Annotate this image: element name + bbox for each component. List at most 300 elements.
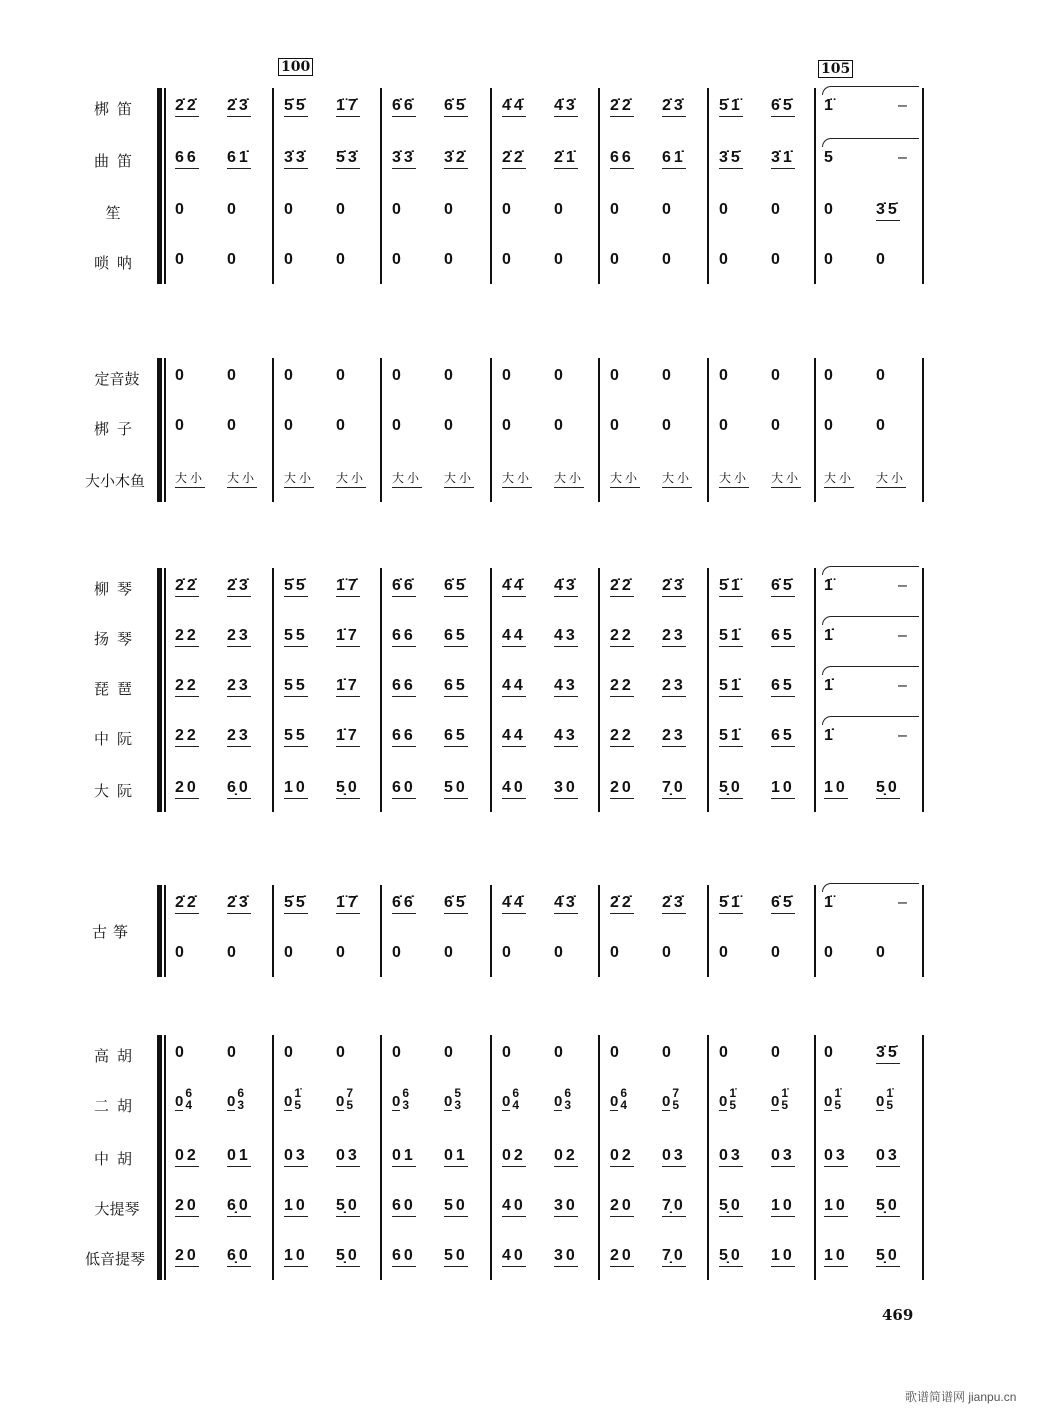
note-beat: 2̇2̇ [175, 894, 199, 914]
note-beat: 5̣0 [336, 779, 360, 799]
barline [380, 1035, 382, 1280]
note-beat: 0 [554, 201, 566, 218]
tie-slur [822, 566, 919, 575]
note-beat: 0 [444, 251, 456, 268]
note-beat: – [898, 727, 910, 744]
barline [490, 885, 492, 977]
note-beat: – [898, 577, 910, 594]
note-beat: 2̇2̇ [175, 577, 199, 597]
note-beat: 5̇5̇ [284, 97, 308, 117]
barline [598, 885, 600, 977]
note-beat: 5̣0 [876, 1247, 900, 1267]
note-beat: 大小 [554, 469, 584, 488]
watermark: 歌谱简谱网 jianpu.cn [905, 1390, 1017, 1404]
double-stop-note: 0 1̇ 5 [771, 1086, 789, 1112]
note-beat: 0 [444, 417, 456, 434]
note-beat: 1̇ [824, 627, 836, 644]
barline [814, 358, 816, 502]
note-beat: 0 [662, 1044, 674, 1061]
note-beat: 20 [610, 779, 634, 799]
note-beat: 4̇4̇ [502, 894, 526, 914]
note-beat: 7̣0 [662, 1247, 686, 1267]
note-beat: 0 [771, 251, 783, 268]
note-beat: 30 [554, 779, 578, 799]
note-beat: 0 [284, 367, 296, 384]
note-beat: 0 [719, 1044, 731, 1061]
note-beat: 3̇2̇ [444, 149, 468, 169]
note-beat: 55 [284, 727, 308, 747]
note-beat: 0 [502, 367, 514, 384]
note-beat: 20 [175, 1247, 199, 1267]
note-beat: 6̇5̇ [771, 894, 795, 914]
note-beat: 0 [336, 1044, 348, 1061]
note-beat: 6̣0 [227, 779, 251, 799]
note-beat: 10 [824, 1247, 848, 1267]
note-beat: 0 [284, 1044, 296, 1061]
note-beat: 0 [284, 417, 296, 434]
note-beat: 5̣0 [336, 1247, 360, 1267]
system-barline [164, 88, 166, 284]
note-beat: 0 [392, 251, 404, 268]
barline [380, 358, 382, 502]
note-beat: 22 [175, 677, 199, 697]
note-beat: 5̇1̈ [719, 894, 743, 914]
instrument-label: 中胡 [93, 1150, 140, 1168]
note-beat: 0 [662, 417, 674, 434]
instrument-label: 大提琴 [94, 1200, 140, 1218]
instrument-label: 笙 [105, 204, 129, 222]
note-beat: 大小 [610, 469, 640, 488]
note-beat: 0 [876, 367, 888, 384]
note-beat: 1̇7 [336, 677, 360, 697]
note-beat: 6̇5̇ [771, 97, 795, 117]
system-barline [164, 885, 166, 977]
note-beat: 5 [824, 149, 836, 166]
instrument-label: 梆笛 [93, 100, 140, 118]
note-beat: 03 [876, 1147, 900, 1167]
note-beat: 23 [227, 627, 251, 647]
note-beat: 23 [662, 727, 686, 747]
note-beat: 03 [771, 1147, 795, 1167]
note-beat: 6̇5̇ [444, 894, 468, 914]
double-stop-note: 0 6 3 [392, 1086, 410, 1112]
note-beat: 1̇ [824, 727, 836, 744]
note-beat: 0 [824, 251, 836, 268]
note-beat: 0 [719, 367, 731, 384]
barline [272, 358, 274, 502]
note-beat: 6̇6̇ [392, 894, 416, 914]
barline [272, 568, 274, 812]
note-beat: 0 [876, 251, 888, 268]
note-beat: 大小 [336, 469, 366, 488]
note-beat: 40 [502, 779, 526, 799]
system-barline [164, 568, 166, 812]
note-beat: – [898, 149, 910, 166]
note-beat: 60 [392, 1247, 416, 1267]
note-beat: 0 [876, 417, 888, 434]
group-bracket [157, 568, 162, 812]
note-beat: – [898, 894, 910, 911]
double-stop-note: 0 6 4 [502, 1086, 520, 1112]
note-beat: 0 [719, 251, 731, 268]
note-beat: 0 [175, 201, 187, 218]
note-beat: 55 [284, 677, 308, 697]
note-beat: 2̇2̇ [502, 149, 526, 169]
note-beat: 1̈ [824, 97, 836, 114]
double-stop-note: 0 1̇ 5 [284, 1086, 302, 1112]
note-beat: 5̣0 [719, 1247, 743, 1267]
note-beat: 2̇2̇ [610, 894, 634, 914]
note-beat: 0 [444, 1044, 456, 1061]
note-beat: 65 [771, 627, 795, 647]
tie-slur [822, 716, 919, 725]
note-beat: 0 [554, 251, 566, 268]
note-beat: 10 [284, 1247, 308, 1267]
note-beat: 44 [502, 677, 526, 697]
barline [707, 568, 709, 812]
note-beat: 22 [175, 727, 199, 747]
double-stop-note: 0 6 3 [554, 1086, 572, 1112]
note-beat: 0 [336, 417, 348, 434]
page-number: 469 [882, 1306, 914, 1324]
instrument-label: 大阮 [93, 782, 140, 800]
barline [272, 88, 274, 284]
note-beat: 3̇3̇ [284, 149, 308, 169]
note-beat: 0 [662, 201, 674, 218]
note-beat: 1̇7 [336, 727, 360, 747]
note-beat: 0 [824, 1044, 836, 1061]
note-beat: 0 [662, 367, 674, 384]
double-stop-note: 0 1̇ 5 [876, 1086, 894, 1112]
double-stop-note: 0 1̇ 5 [719, 1086, 737, 1112]
note-beat: 50 [444, 1197, 468, 1217]
note-beat: 0 [227, 367, 239, 384]
note-beat: 6̣0 [227, 1247, 251, 1267]
note-beat: 44 [502, 627, 526, 647]
barline [598, 358, 600, 502]
barline [490, 1035, 492, 1280]
barline [490, 88, 492, 284]
note-beat: 0 [610, 417, 622, 434]
instrument-label: 定音鼓 [94, 370, 140, 388]
note-beat: 20 [175, 779, 199, 799]
instrument-label: 柳琴 [93, 580, 140, 598]
note-beat: 0 [502, 417, 514, 434]
note-beat: 0 [771, 1044, 783, 1061]
note-beat: 5̇3̇ [336, 149, 360, 169]
note-beat: 3̇3̇ [392, 149, 416, 169]
rehearsal-mark-105: 105 [818, 60, 853, 78]
note-beat: 43 [554, 677, 578, 697]
note-beat: 0 [771, 201, 783, 218]
note-beat: 0 [824, 367, 836, 384]
note-beat: 10 [771, 1197, 795, 1217]
note-beat: 0 [502, 944, 514, 961]
note-beat: 6̇5̇ [444, 577, 468, 597]
barline [598, 1035, 600, 1280]
barline [490, 358, 492, 502]
note-beat: 10 [771, 1247, 795, 1267]
note-beat: 4̇3̇ [554, 577, 578, 597]
note-beat: 1̈7̇ [336, 894, 360, 914]
note-beat: 0 [771, 367, 783, 384]
note-beat: 大小 [444, 469, 474, 488]
instrument-label: 曲笛 [93, 152, 140, 170]
note-beat: 3̇5̇ [876, 1044, 900, 1064]
barline [814, 568, 816, 812]
barline [814, 1035, 816, 1280]
note-beat: 0 [284, 201, 296, 218]
note-beat: – [898, 677, 910, 694]
note-beat: 大小 [284, 469, 314, 488]
note-beat: 4̇4̇ [502, 577, 526, 597]
note-beat: 0 [227, 417, 239, 434]
note-beat: 2̇2̇ [610, 577, 634, 597]
instrument-label: 高胡 [93, 1047, 140, 1065]
group-bracket [157, 358, 162, 502]
note-beat: 0 [444, 944, 456, 961]
note-beat: – [898, 97, 910, 114]
rehearsal-mark-100: 100 [278, 58, 313, 76]
instrument-label: 大小木鱼 [84, 472, 145, 490]
barline [814, 885, 816, 977]
note-beat: 大小 [824, 469, 854, 488]
system-barline [164, 1035, 166, 1280]
note-beat: 0 [824, 417, 836, 434]
note-beat: 43 [554, 727, 578, 747]
note-beat: 2̇3̇ [227, 577, 251, 597]
note-beat: 0 [227, 201, 239, 218]
tie-slur [822, 138, 919, 147]
note-beat: 65 [444, 727, 468, 747]
double-stop-note: 0 7 5 [662, 1086, 680, 1112]
note-beat: 2̇3̇ [662, 894, 686, 914]
note-beat: 51̇ [719, 627, 743, 647]
barline [598, 568, 600, 812]
note-beat: 大小 [175, 469, 205, 488]
note-beat: 0 [336, 367, 348, 384]
note-beat: 22 [610, 727, 634, 747]
note-beat: 大小 [227, 469, 257, 488]
note-beat: 大小 [719, 469, 749, 488]
note-beat: 1̇ [824, 677, 836, 694]
note-beat: 0 [610, 201, 622, 218]
double-stop-note: 0 6 4 [610, 1086, 628, 1112]
note-beat: 6̣0 [227, 1197, 251, 1217]
note-beat: 0 [662, 251, 674, 268]
note-beat: 03 [824, 1147, 848, 1167]
note-beat: 61̇ [227, 149, 251, 169]
note-beat: 23 [227, 727, 251, 747]
note-beat: 50 [444, 1247, 468, 1267]
note-beat: 0 [824, 201, 836, 218]
note-beat: 03 [719, 1147, 743, 1167]
note-beat: 50 [444, 779, 468, 799]
note-beat: 3̇5̇ [876, 201, 900, 221]
note-beat: 5̣0 [876, 1197, 900, 1217]
note-beat: 0 [719, 944, 731, 961]
barline [380, 88, 382, 284]
group-bracket [157, 88, 162, 284]
barline [490, 568, 492, 812]
barline [922, 88, 924, 284]
note-beat: 0 [392, 367, 404, 384]
instrument-label: 中阮 [93, 730, 140, 748]
note-beat: 65 [771, 727, 795, 747]
note-beat: 0 [502, 1044, 514, 1061]
note-beat: 0 [502, 251, 514, 268]
note-beat: 02 [610, 1147, 634, 1167]
note-beat: 0 [610, 1044, 622, 1061]
barline [922, 358, 924, 502]
note-beat: 01 [227, 1147, 251, 1167]
tie-slur [822, 883, 919, 892]
system-barline [164, 358, 166, 502]
note-beat: 66 [392, 677, 416, 697]
group-bracket [157, 885, 162, 977]
note-beat: 2̇2̇ [610, 97, 634, 117]
barline [707, 358, 709, 502]
note-beat: 65 [444, 677, 468, 697]
note-beat: 0 [175, 367, 187, 384]
note-beat: 0 [175, 944, 187, 961]
note-beat: 65 [771, 677, 795, 697]
note-beat: 0 [284, 944, 296, 961]
note-beat: 10 [824, 1197, 848, 1217]
barline [707, 885, 709, 977]
note-beat: 0 [610, 367, 622, 384]
note-beat: 5̇1̈ [719, 97, 743, 117]
note-beat: 66 [392, 627, 416, 647]
barline [814, 88, 816, 284]
note-beat: 3̇1̇ [771, 149, 795, 169]
note-beat: 66 [175, 149, 199, 169]
barline [598, 88, 600, 284]
double-stop-note: 0 7 5 [336, 1086, 354, 1112]
note-beat: 0 [719, 417, 731, 434]
note-beat: 0 [175, 1044, 187, 1061]
instrument-label: 唢呐 [93, 254, 140, 272]
note-beat: 0 [392, 201, 404, 218]
note-beat: 1̈7̇ [336, 97, 360, 117]
note-beat: 10 [824, 779, 848, 799]
instrument-label: 低音提琴 [84, 1250, 145, 1268]
note-beat: 大小 [392, 469, 422, 488]
note-beat: 6̇5̇ [444, 97, 468, 117]
note-beat: 0 [554, 367, 566, 384]
note-beat: 40 [502, 1197, 526, 1217]
note-beat: 2̇1̇ [554, 149, 578, 169]
tie-slur [822, 616, 919, 625]
note-beat: 1̇7 [336, 627, 360, 647]
instrument-label: 梆子 [93, 420, 140, 438]
note-beat: 0 [554, 1044, 566, 1061]
note-beat: 02 [502, 1147, 526, 1167]
note-beat: 0 [662, 944, 674, 961]
note-beat: 22 [610, 627, 634, 647]
note-beat: 6̇6̇ [392, 577, 416, 597]
barline [380, 568, 382, 812]
instrument-label: 古筝 [91, 923, 134, 941]
note-beat: 0 [876, 944, 888, 961]
note-beat: 0 [610, 944, 622, 961]
note-beat: 0 [610, 251, 622, 268]
barline [707, 1035, 709, 1280]
note-beat: 20 [175, 1197, 199, 1217]
note-beat: 10 [284, 1197, 308, 1217]
note-beat: 7̣0 [662, 779, 686, 799]
note-beat: 51̇ [719, 677, 743, 697]
note-beat: 30 [554, 1247, 578, 1267]
note-beat: 5̣0 [336, 1197, 360, 1217]
barline [922, 885, 924, 977]
note-beat: 5̣0 [876, 779, 900, 799]
note-beat: 0 [336, 251, 348, 268]
double-stop-note: 0 6 4 [175, 1086, 193, 1112]
note-beat: 66 [392, 727, 416, 747]
note-beat: 6̇5̇ [771, 577, 795, 597]
note-beat: 5̣0 [719, 1197, 743, 1217]
note-beat: 4̇3̇ [554, 894, 578, 914]
note-beat: 02 [554, 1147, 578, 1167]
note-beat: 0 [227, 944, 239, 961]
note-beat: 60 [392, 1197, 416, 1217]
tie-slur [822, 86, 919, 95]
note-beat: 43 [554, 627, 578, 647]
note-beat: 60 [392, 779, 416, 799]
barline [707, 88, 709, 284]
note-beat: 0 [392, 1044, 404, 1061]
note-beat: 03 [284, 1147, 308, 1167]
note-beat: 22 [175, 627, 199, 647]
note-beat: 0 [336, 944, 348, 961]
double-stop-note: 0 1̇ 5 [824, 1086, 842, 1112]
note-beat: 2̇3̇ [227, 894, 251, 914]
note-beat: 1̈7̇ [336, 577, 360, 597]
note-beat: – [898, 627, 910, 644]
note-beat: 2̇2̇ [175, 97, 199, 117]
note-beat: 5̣0 [719, 779, 743, 799]
note-beat: 大小 [662, 469, 692, 488]
note-beat: 0 [175, 417, 187, 434]
note-beat: 03 [336, 1147, 360, 1167]
barline [922, 1035, 924, 1280]
note-beat: 0 [444, 367, 456, 384]
note-beat: 1̈ [824, 577, 836, 594]
note-beat: 0 [175, 251, 187, 268]
note-beat: 51̇ [719, 727, 743, 747]
barline [272, 1035, 274, 1280]
note-beat: 0 [771, 417, 783, 434]
note-beat: 大小 [502, 469, 532, 488]
barline [922, 568, 924, 812]
note-beat: 0 [444, 201, 456, 218]
note-beat: 23 [662, 627, 686, 647]
note-beat: 4̇3̇ [554, 97, 578, 117]
note-beat: 10 [771, 779, 795, 799]
note-beat: 0 [771, 944, 783, 961]
note-beat: 55 [284, 627, 308, 647]
note-beat: 0 [502, 201, 514, 218]
note-beat: 23 [662, 677, 686, 697]
note-beat: 30 [554, 1197, 578, 1217]
note-beat: 0 [227, 251, 239, 268]
note-beat: 0 [824, 944, 836, 961]
double-stop-note: 0 6 3 [227, 1086, 245, 1112]
note-beat: 大小 [771, 469, 801, 488]
note-beat: 3̇5̇ [719, 149, 743, 169]
note-beat: 61̇ [662, 149, 686, 169]
